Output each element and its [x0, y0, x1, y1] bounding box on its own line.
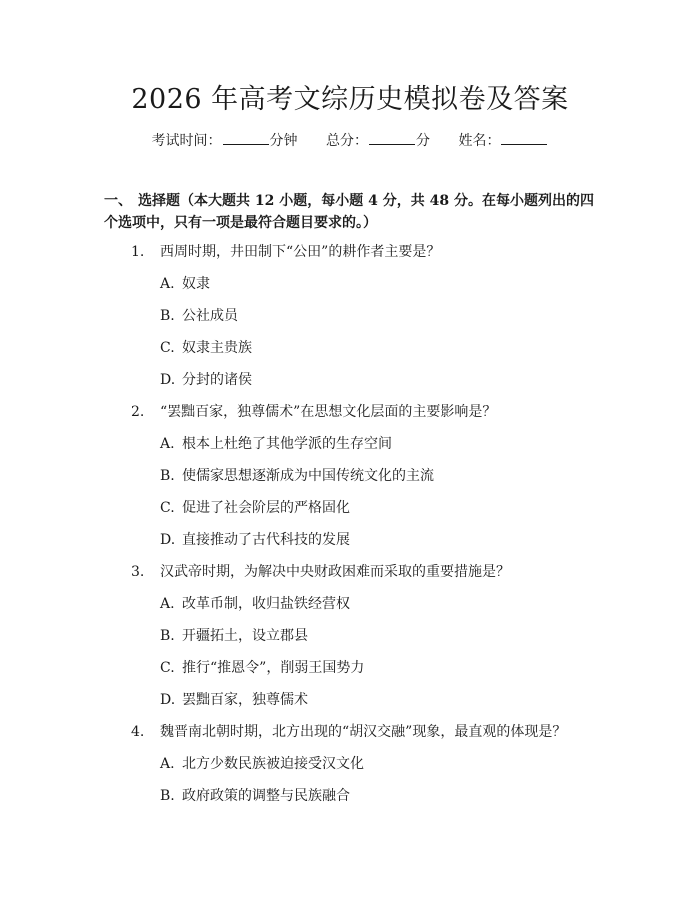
option-letter: A. — [160, 436, 175, 452]
option-2d — [131, 529, 591, 551]
option-1b — [131, 305, 591, 327]
option-text: 促进了社会阶层的严格固化 — [182, 500, 350, 516]
name-label: 姓名： — [458, 133, 501, 149]
option-letter: D. — [160, 372, 176, 388]
question-text: 魏晋南北朝时期，北方出现的“胡汉交融”现象，最直观的体现是？ — [160, 724, 567, 740]
question-4 — [131, 721, 591, 743]
option-text: 奴隶主贵族 — [182, 340, 252, 356]
option-letter: D. — [160, 692, 176, 708]
option-letter: C. — [160, 340, 175, 356]
option-letter: B. — [160, 308, 175, 324]
question-number: 1. — [131, 244, 145, 260]
option-letter: B. — [160, 628, 175, 644]
option-text: 公社成员 — [182, 308, 238, 324]
question-2 — [131, 401, 591, 423]
option-text: 直接推动了古代科技的发展 — [182, 532, 350, 548]
option-1d — [131, 369, 591, 391]
option-text: 开疆拓土，设立郡县 — [182, 628, 308, 644]
question-list — [131, 241, 591, 817]
total-score-field — [326, 131, 430, 151]
option-3c — [131, 657, 591, 679]
option-1a — [131, 273, 591, 295]
option-text: 政府政策的调整与民族融合 — [182, 788, 350, 804]
score-blank — [369, 132, 415, 145]
exam-meta — [0, 131, 700, 151]
option-text: 罢黜百家，独尊儒术 — [182, 692, 308, 708]
option-2b — [131, 465, 591, 487]
option-letter: A. — [160, 756, 175, 772]
question-text: 汉武帝时期，为解决中央财政困难而采取的重要措施是？ — [160, 564, 510, 580]
option-text: 奴隶 — [182, 276, 210, 292]
score-unit: 分 — [416, 133, 430, 149]
name-blank — [501, 132, 547, 145]
student-name-field — [458, 131, 548, 151]
section-text: 选择题（本大题共 12 小题，每小题 4 分，共 48 分。在每小题列出的四个选项中，只有一项是最符合题目要求的。） — [104, 193, 594, 231]
option-text: 分封的诸侯 — [182, 372, 252, 388]
option-text: 根本上杜绝了其他学派的生存空间 — [182, 436, 392, 452]
option-letter: B. — [160, 788, 175, 804]
option-3d — [131, 689, 591, 711]
option-letter: B. — [160, 468, 175, 484]
question-number: 4. — [131, 724, 145, 740]
section-heading — [104, 190, 602, 234]
option-text: 推行“推恩令”，削弱王国势力 — [182, 660, 365, 676]
option-4b — [131, 785, 591, 807]
option-2a — [131, 433, 591, 455]
question-number: 2. — [131, 404, 145, 420]
score-label: 总分： — [326, 133, 368, 149]
option-2c — [131, 497, 591, 519]
option-text: 使儒家思想逐渐成为中国传统文化的主流 — [182, 468, 434, 484]
option-letter: C. — [160, 500, 175, 516]
option-letter: D. — [160, 532, 176, 548]
time-unit: 分钟 — [269, 133, 298, 149]
page-title: 2026 年高考文综历史模拟卷及答案 — [131, 84, 569, 115]
time-label: 考试时间： — [151, 133, 222, 149]
question-text: “罢黜百家，独尊儒术”在思想文化层面的主要影响是？ — [160, 404, 497, 420]
option-4a — [131, 753, 591, 775]
option-1c — [131, 337, 591, 359]
option-letter: C. — [160, 660, 175, 676]
time-blank — [223, 132, 269, 145]
option-letter: A. — [160, 276, 175, 292]
option-text: 北方少数民族被迫接受汉文化 — [182, 756, 364, 772]
exam-time-field — [152, 131, 298, 151]
section-number: 一、 — [104, 193, 132, 209]
option-3a — [131, 593, 591, 615]
option-text: 改革币制，收归盐铁经营权 — [182, 596, 350, 612]
question-text: 西周时期，井田制下“公田”的耕作者主要是？ — [160, 244, 441, 260]
question-1 — [131, 241, 591, 263]
option-letter: A. — [160, 596, 175, 612]
option-3b — [131, 625, 591, 647]
question-number: 3. — [131, 564, 145, 580]
question-3 — [131, 561, 591, 583]
